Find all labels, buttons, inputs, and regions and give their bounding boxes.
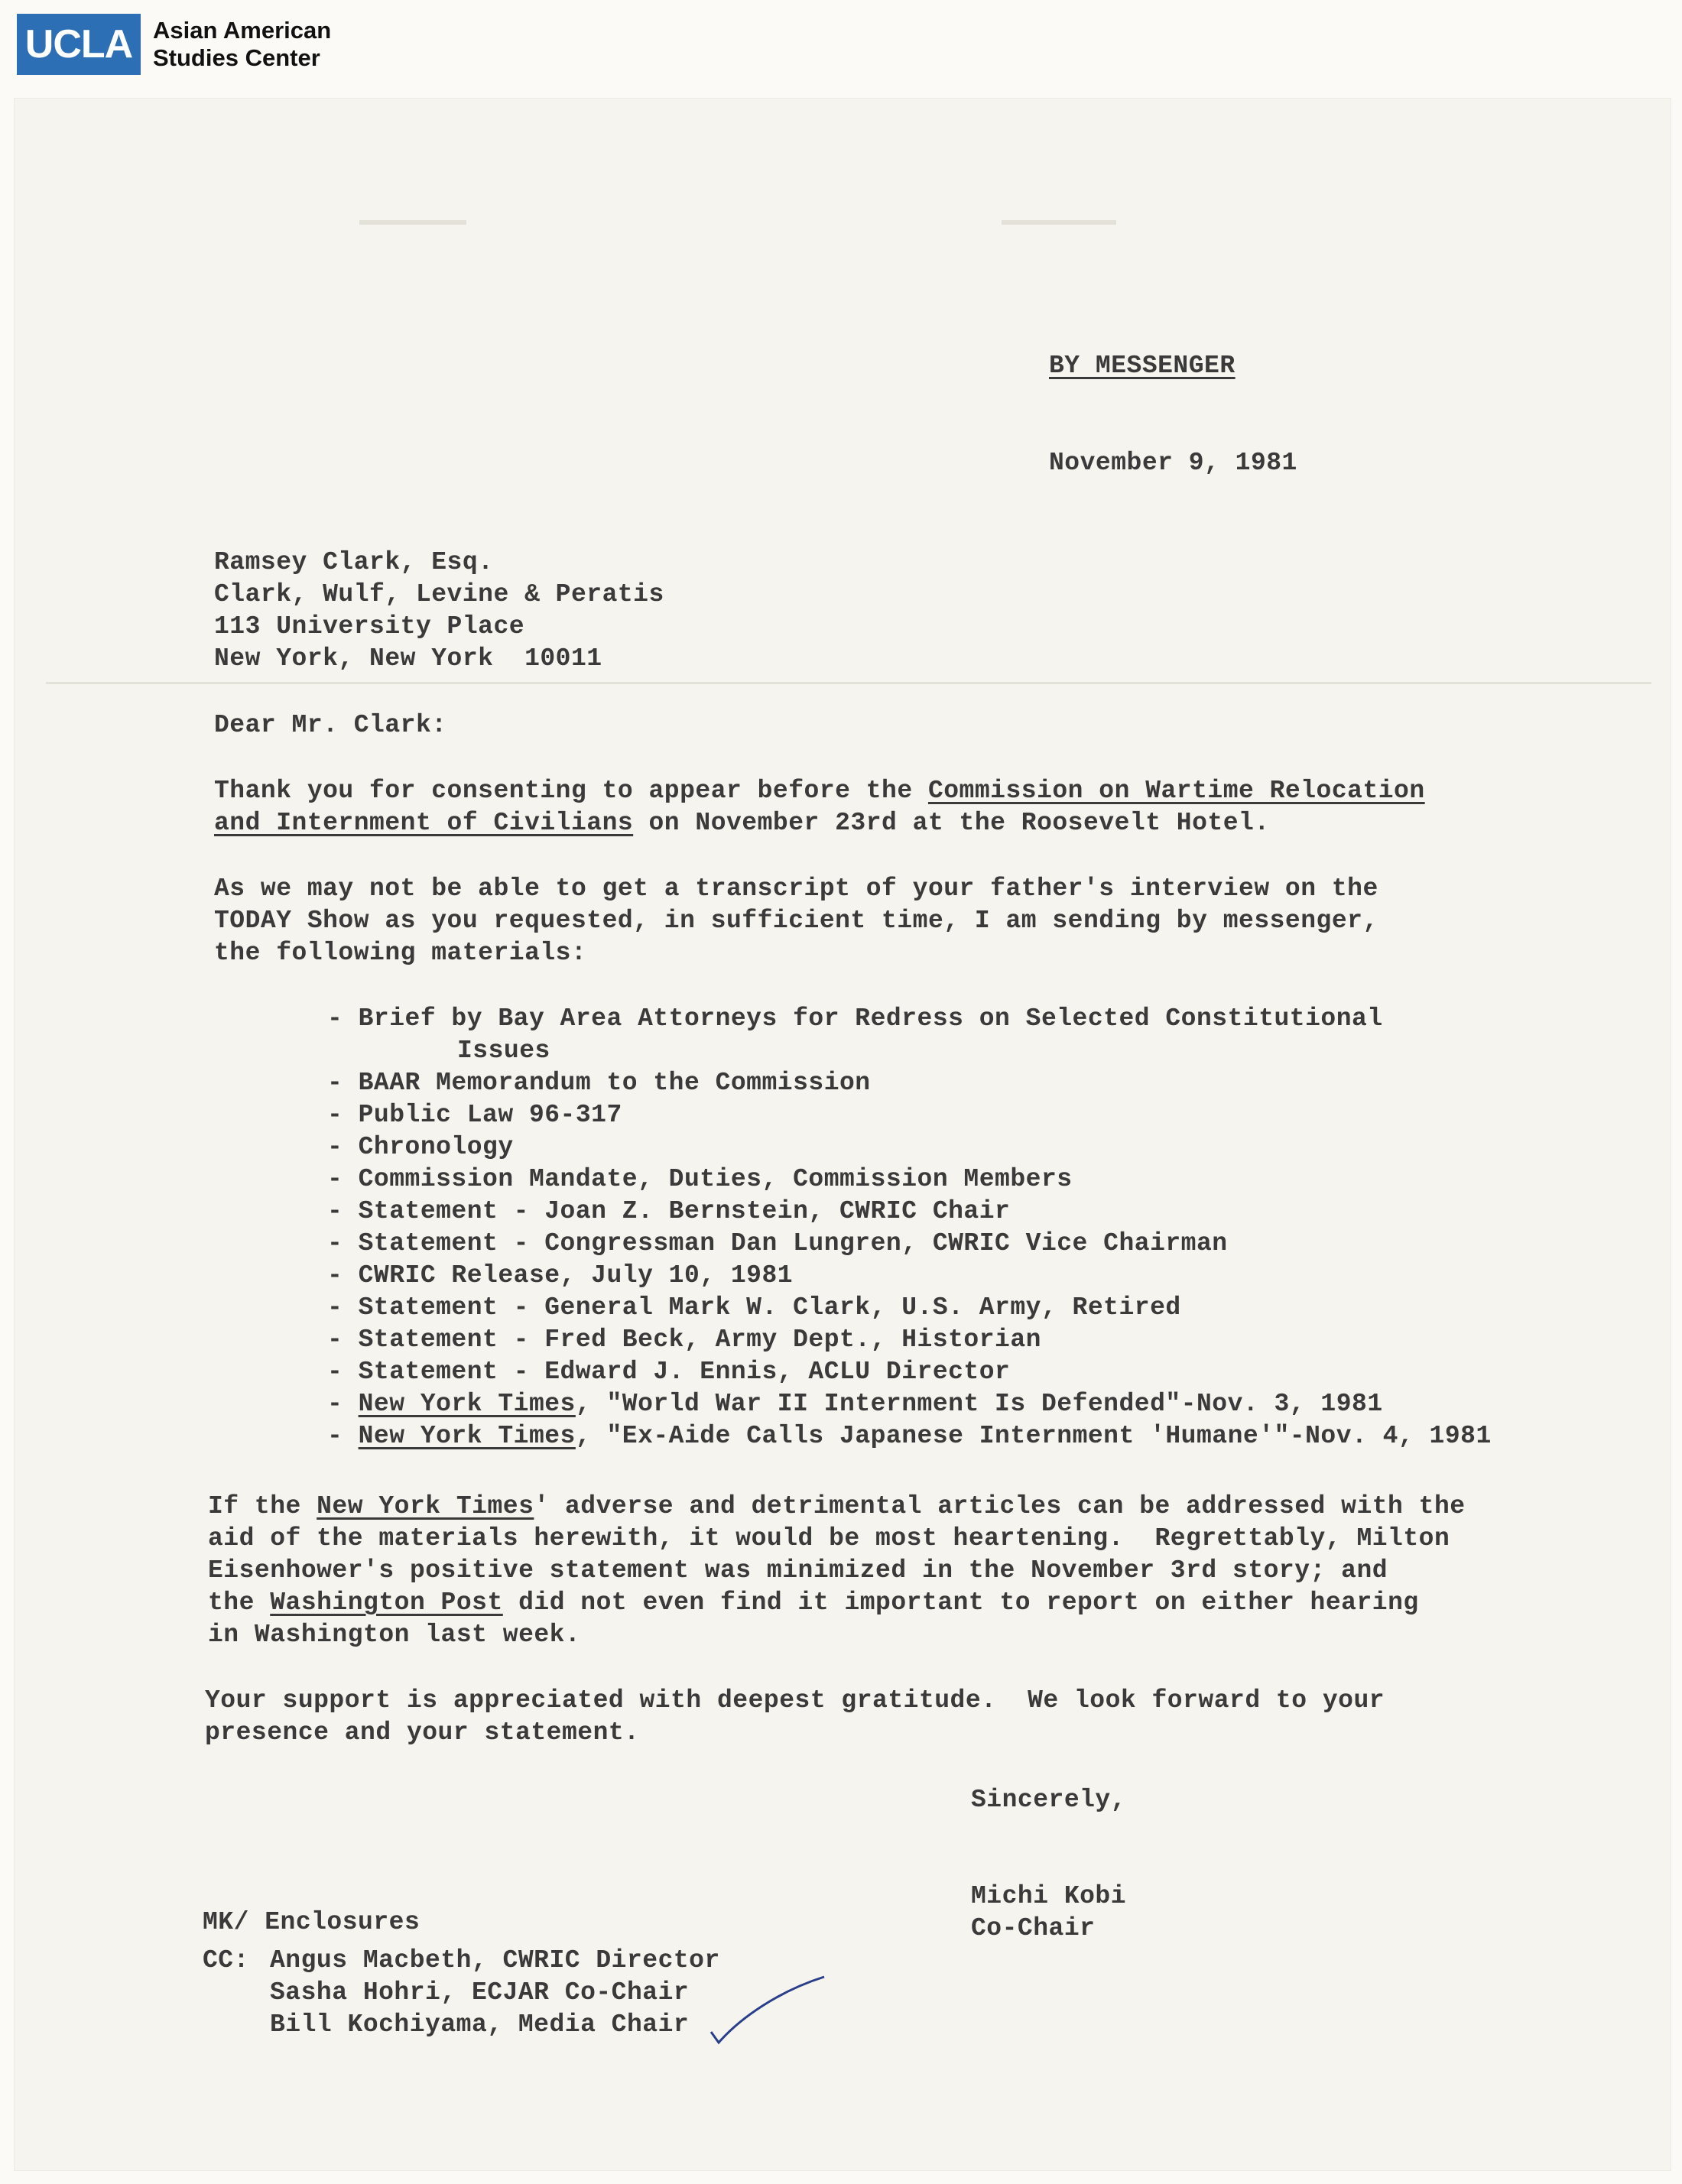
material-item: - Statement - Edward J. Ennis, ACLU Director (327, 1358, 1011, 1386)
recipient-name: Ramsey Clark, Esq. (214, 548, 494, 576)
text-segment: the (208, 1589, 271, 1617)
text-segment: If the (208, 1492, 317, 1520)
recipient-city: New York, New York 10011 (214, 644, 602, 673)
paragraph-3-line (208, 1587, 1419, 1619)
recipient-firm: Clark, Wulf, Levine & Peratis (214, 580, 664, 608)
material-item: - Statement - Joan Z. Bernstein, CWRIC Chair (327, 1197, 1011, 1225)
letter-page (14, 98, 1671, 2171)
newspaper-title: New York Times (358, 1422, 576, 1450)
paragraph-3-line: aid of the materials herewith, it would be most heartening. Regrettably, Milton (208, 1524, 1450, 1553)
commission-name: Commission on Wartime Relocation (927, 777, 1425, 805)
material-item: - Brief by Bay Area Attorneys for Redress on Selected Constitutional (327, 1004, 1383, 1033)
material-item: - Commission Mandate, Duties, Commission Members (327, 1165, 1073, 1193)
text-segment: ' adverse and detrimental articles can be addressed with the (534, 1492, 1466, 1520)
newspaper-title: New York Times (358, 1390, 576, 1418)
material-item: - BAAR Memorandum to the Commission (327, 1069, 871, 1097)
paragraph-3-line (208, 1491, 1466, 1523)
material-item: Issues (457, 1037, 550, 1065)
archive-header (17, 14, 331, 75)
material-item: - Public Law 96-317 (327, 1101, 622, 1129)
newspaper-title: New York Times (317, 1492, 534, 1520)
material-item: - Chronology (327, 1133, 514, 1161)
paragraph-4-line: presence and your statement. (205, 1718, 640, 1747)
material-item (327, 1420, 1492, 1452)
item-dash: - (327, 1422, 359, 1450)
ucla-logo: UCLA (17, 14, 141, 75)
center-name-line-2: Studies Center (153, 44, 320, 71)
material-item: - Statement - Fred Beck, Army Dept., Historian (327, 1326, 1041, 1354)
text-segment: did not even find it important to report on either hearing (502, 1589, 1419, 1617)
enclosures-note: MK/ Enclosures (203, 1908, 420, 1936)
center-name (153, 17, 331, 72)
recipient-street: 113 University Place (214, 612, 525, 641)
material-item: - Statement - Congressman Dan Lungren, CWRIC Vice Chairman (327, 1229, 1228, 1258)
signer-name: Michi Kobi (971, 1882, 1127, 1910)
bleed-mark (1002, 220, 1116, 225)
signer-title: Co-Chair (971, 1914, 1096, 1942)
cc-recipient: Sasha Hohri, ECJAR Co-Chair (270, 1978, 690, 2007)
cc-recipient: Angus Macbeth, CWRIC Director (270, 1946, 720, 1975)
paragraph-3-line: in Washington last week. (208, 1621, 581, 1649)
cc-label: CC: (203, 1946, 249, 1975)
material-item: - CWRIC Release, July 10, 1981 (327, 1261, 794, 1290)
cc-recipient: Bill Kochiyama, Media Chair (270, 2010, 690, 2039)
material-item (327, 1388, 1383, 1420)
closing: Sincerely, (971, 1786, 1127, 1814)
material-item: - Statement - General Mark W. Clark, U.S. Army, Retired (327, 1293, 1181, 1322)
paragraph-2-line: TODAY Show as you requested, in sufficient time, I am sending by messenger, (214, 907, 1378, 935)
newspaper-title: Washington Post (270, 1589, 503, 1617)
delivery-method: BY MESSENGER (1049, 352, 1236, 380)
article-title: , "Ex-Aide Calls Japanese Internment 'Humane'"-Nov. 4, 1981 (575, 1422, 1492, 1450)
paragraph-1-line-2 (214, 807, 1270, 839)
article-title: , "World War II Internment Is Defended"-Nov. 3, 1981 (575, 1390, 1383, 1418)
paragraph-1-line-1 (214, 775, 1425, 807)
salutation: Dear Mr. Clark: (214, 711, 447, 739)
commission-name-cont: and Internment of Civilians (214, 809, 634, 837)
paragraph-4-line: Your support is appreciated with deepest gratitude. We look forward to your (205, 1686, 1385, 1715)
paragraph-1-end: on November 23rd at the Roosevelt Hotel. (633, 809, 1270, 837)
checkmark-icon (709, 1972, 832, 2049)
letter-date: November 9, 1981 (1049, 449, 1297, 477)
item-dash: - (327, 1390, 359, 1418)
bleed-mark (359, 220, 466, 225)
paragraph-1-intro: Thank you for consenting to appear before the (214, 777, 928, 805)
paragraph-2-line: the following materials: (214, 939, 587, 967)
paragraph-3-line: Eisenhower's positive statement was minimized in the November 3rd story; and (208, 1556, 1388, 1585)
bleed-mark (46, 682, 1651, 684)
center-name-line-1: Asian American (153, 17, 332, 44)
paragraph-2-line: As we may not be able to get a transcript of your father's interview on the (214, 875, 1378, 903)
